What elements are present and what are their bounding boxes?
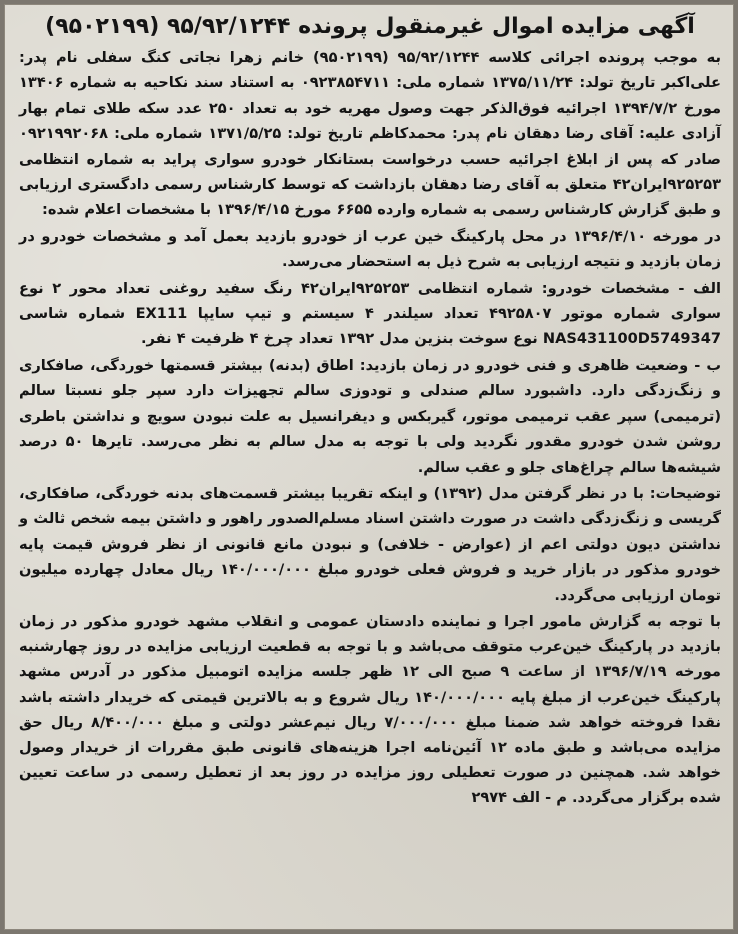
newspaper-clipping xyxy=(4,4,734,930)
notice-paragraph-inspection: در مورخه ۱۳۹۶/۴/۱۰ در محل پارکینگ خین عرب از خودرو بازدید بعمل آمد و مشخصات خودرو در زمان بازدید و نتیجه ارزیابی به شرح ذیل به استحضار می‌رسد. xyxy=(19,227,721,271)
notice-paragraph-explanations: توضیحات: با در نظر گرفتن مدل (۱۳۹۲) و اینکه تقریبا بیشتر قسمت‌های بدنه خوردگی، صافکاری، گریسی و زنگ‌زدگی داشت در صورت داشتن اسناد مسلم‌الصدور راهور و داشتن بیمه شخص ثالث و نداشتن دیون دولتی اعم از (عوارض - خلافی) و نبودن مانع قانونی از نظر فروش قیمت پایه خودرو مذکور در بازار خرید و فروش فعلی خودرو مبلغ ۱۴۰/۰۰۰/۰۰۰ ریال معادل چهارده میلیون تومان ارزیابی می‌گردد. xyxy=(19,484,721,604)
notice-title: آگهی مزایده اموال غیرمنقول پرونده ۹۵/۹۲/۱۲۴۴ (۹۵۰۲۱۹۹) xyxy=(45,14,695,39)
notice-paragraph-intro: به موجب پرونده اجرائی کلاسه ۹۵/۹۲/۱۲۴۴ (۹۵۰۲۱۹۹) خانم زهرا نجاتی کنگ سفلی نام پدر: علی‌اکبر تاریخ تولد: ۱۳۷۵/۱۱/۲۴ شماره ملی: ۰۹۲۳۸۵۴۷۱۱ به استناد سند نکاحیه به شماره ۱۳۴۰۶ مورخ ۱۳۹۴/۷/۲ اجرائیه فوق‌الذکر جهت وصول مهریه خود به تعداد ۲۵۰ عدد سکه طلای تمام بهار آزادی علیه: آقای رضا دهقان نام پدر: محمدکاظم تاریخ تولد: ۱۳۷۱/۵/۲۵ شماره ملی: ۰۹۲۱۹۹۲۰۶۸ صادر که پس از ابلاغ اجرائیه حسب درخواست بستانکار خودرو سواری پراید به شماره انتظامی ۹۲۵۲۵۳ایران۴۲ متعلق به آقای رضا دهقان بازداشت که توسط کارشناس رسمی دادگستری ارزیابی و طبق گزارش کارشناس رسمی به شماره وارده ۶۶۵۵ مورخ ۱۳۹۶/۴/۱۵ با مشخصات اعلام شده: xyxy=(19,49,722,219)
notice-paragraph-auction-terms: با توجه به گزارش مامور اجرا و نماینده دادستان عمومی و انقلاب مشهد خودرو مذکور در زمان بازدید در پارکینگ خین‌عرب متوقف می‌باشد و با توجه به قطعیت ارزیابی مزایده در روز چهارشنبه مورخه ۱۳۹۶/۷/۱۹ از ساعت ۹ صبح الی ۱۲ ظهر جلسه مزایده اتومبیل مذکور در آدرس مشهد پارکینگ خین‌عرب از مبلغ پایه ۱۴۰/۰۰۰/۰۰۰ ریال شروع و به بالاترین قیمتی که خریدار داشته باشد نقدا فروخته خواهد شد ضمنا مبلغ ۷/۰۰۰/۰۰۰ ریال نیم‌عشر دولتی و مبلغ ۸/۴۰۰/۰۰۰ ریال حق مزایده می‌باشد و طبق ماده ۱۲ آئین‌نامه اجرا هزینه‌های قانونی طبق مقررات از خریدار وصول خواهد شد. همچنین در صورت تعطیلی روز مزایده در روز بعد از تعطیل رسمی در ساعت تعیین شده برگزار می‌گردد. م - الف ۲۹۷۴ xyxy=(19,612,721,807)
auction-notice xyxy=(19,13,721,811)
notice-paragraph-vehicle-condition: ب - وضعیت ظاهری و فنی خودرو در زمان بازدید: اطاق (بدنه) بیشتر قسمتها خوردگی، صافکاری و زنگ‌زدگی دارد. داشبورد سالم صندلی و تودوزی سالم تجهیزات دارد سپر جلو نسبتا سالم (ترمیمی) سپر عقب ترمیمی موتور، گیربکس و دیفرانسیل به علت نبودن سویچ و نداشتن باطری روشن شدن خودرو مقدور نگردید ولی با توجه به مدل سالم به نظر می‌رسد. تایرها ۵۰ درصد شیشه‌ها سالم چراغ‌های جلو و عقب سالم. xyxy=(19,356,721,476)
notice-paragraph-vehicle-specs: الف - مشخصات خودرو: شماره انتظامی ۹۲۵۲۵۳ایران۴۲ رنگ سفید روغنی تعداد محور ۲ نوع سواری شماره موتور ۴۹۲۵۸۰۷ تعداد سیلندر ۴ سیستم و تیپ سایپا EX111 شماره شاسی NAS431100D5749347 نوع سوخت بنزین مدل ۱۳۹۲ تعداد چرخ ۴ ظرفیت ۴ نفر. xyxy=(19,279,722,348)
